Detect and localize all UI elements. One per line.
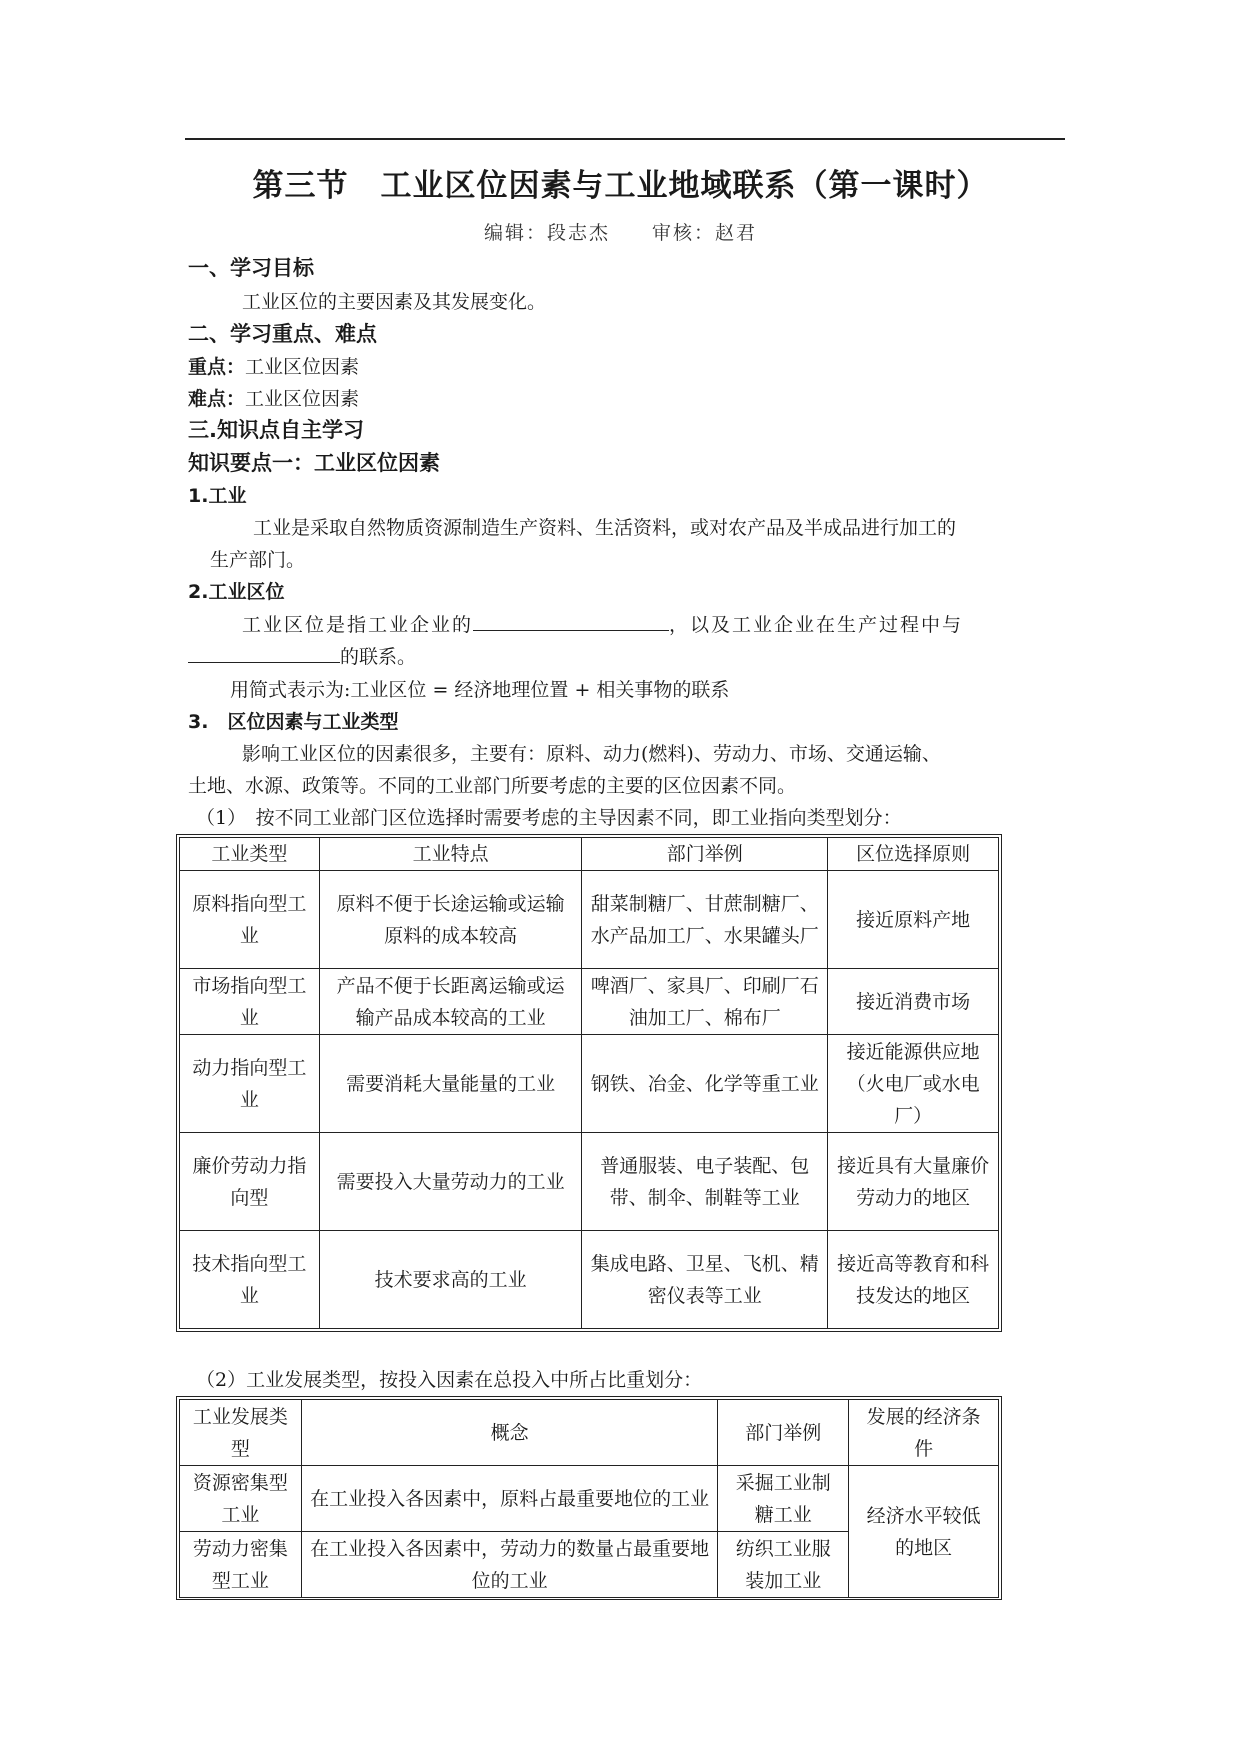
table-cell: 接近能源供应地（火电厂或水电厂）: [828, 1035, 999, 1133]
table-cell: 啤酒厂、家具厂、印刷厂石油加工厂、棉布厂: [582, 969, 828, 1035]
section2-heading: 二、学习重点、难点: [188, 322, 377, 346]
item3-text-line1: 影响工业区位的因素很多，主要有：原料、动力(燃料)、劳动力、市场、交通运输、: [242, 743, 941, 765]
table2-header-cell: 部门举例: [718, 1400, 849, 1466]
table-row: [180, 1231, 999, 1329]
table1-header-cell: 区位选择原则: [828, 838, 999, 871]
table-cell: 集成电路、卫星、飞机、精密仪表等工业: [582, 1231, 828, 1329]
fill-blank-1[interactable]: [473, 610, 669, 631]
item2-text-line2: [188, 642, 416, 669]
table1-header-cell: 工业类型: [180, 838, 320, 871]
table-cell: 普通服装、电子装配、包带、制伞、制鞋等工业: [582, 1133, 828, 1231]
shared-condition-cell: 经济水平较低的地区: [849, 1466, 999, 1598]
table-row: [180, 969, 999, 1035]
table-cell: 在工业投入各因素中，原料占最重要地位的工业: [301, 1466, 717, 1532]
key-point-text: 工业区位因素: [245, 356, 360, 378]
table2-header-cell: 工业发展类型: [180, 1400, 302, 1466]
industry-orientation-table: [179, 837, 999, 1329]
sub2-text: （2）工业发展类型，按投入因素在总投入中所占比重划分：: [196, 1369, 703, 1391]
item2-heading: 2.工业区位: [188, 581, 285, 603]
item1-text-line1: 工业是采取自然物质资源制造生产资料、生活资料，或对农产品及半成品进行加工的: [253, 517, 957, 539]
key-point-label: 重点：: [188, 356, 246, 378]
table-cell: 采掘工业制糖工业: [718, 1466, 849, 1532]
table-cell: 甜菜制糖厂、甘蔗制糖厂、水产品加工厂、水果罐头厂: [582, 871, 828, 969]
key-point-line: [188, 352, 359, 379]
table-cell: 接近消费市场: [828, 969, 999, 1035]
item2-text-part3: 的联系。: [340, 646, 417, 668]
table-cell: 纺织工业服装加工业: [718, 1532, 849, 1598]
table-row: [180, 1466, 999, 1532]
table1-header-row: [180, 838, 999, 871]
item2-text-part1: 工业区位是指工业企业的: [242, 614, 474, 636]
table-cell: 接近原料产地: [828, 871, 999, 969]
table-cell: 需要消耗大量能量的工业: [319, 1035, 582, 1133]
item1-heading: 1.工业: [188, 485, 247, 507]
table-row: [180, 1133, 999, 1231]
table-cell: 资源密集型工业: [180, 1466, 302, 1532]
editor-line: 编辑：段志杰 审核：赵君: [483, 222, 757, 244]
difficult-point-text: 工业区位因素: [245, 388, 360, 410]
item2-text-line1: [242, 610, 963, 637]
item3-sub1: （1） 按不同工业部门区位选择时需要考虑的主导因素不同，即工业指向类型划分：: [196, 807, 902, 829]
section1-text: 工业区位的主要因素及其发展变化。: [242, 291, 547, 313]
header-rule: [185, 138, 1065, 140]
table2-header-cell: 发展的经济条件: [849, 1400, 999, 1466]
table-cell: 市场指向型工业: [180, 969, 320, 1035]
knowledge-point-heading: 知识要点一：工业区位因素: [188, 451, 440, 475]
item3-heading: 3. 区位因素与工业类型: [188, 711, 399, 733]
table-cell: 技术要求高的工业: [319, 1231, 582, 1329]
table-row: [180, 871, 999, 969]
table-cell: 产品不便于长距离运输或运输产品成本较高的工业: [319, 969, 582, 1035]
table-row: [180, 1035, 999, 1133]
section3-heading: 三.知识点自主学习: [188, 418, 364, 442]
industry-development-table: [179, 1399, 999, 1598]
difficult-point-line: [188, 384, 359, 411]
table-cell: 技术指向型工业: [180, 1231, 320, 1329]
table-cell: 钢铁、冶金、化学等重工业: [582, 1035, 828, 1133]
page-title: 第三节 工业区位因素与工业地域联系（第一课时）: [252, 168, 989, 204]
item2-formula: 用简式表示为:工业区位 = 经济地理位置 + 相关事物的联系: [230, 679, 730, 701]
table2-header-cell: 概念: [301, 1400, 717, 1466]
fill-blank-2[interactable]: [188, 642, 340, 663]
table1-header-cell: 部门举例: [582, 838, 828, 871]
table-cell: 接近具有大量廉价劳动力的地区: [828, 1133, 999, 1231]
section1-heading: 一、学习目标: [188, 256, 314, 280]
item1-text-line2: 生产部门。: [210, 549, 306, 571]
table-cell: 劳动力密集型工业: [180, 1532, 302, 1598]
difficult-point-label: 难点：: [188, 388, 246, 410]
table1-header-cell: 工业特点: [319, 838, 582, 871]
table-cell: 原料不便于长途运输或运输原料的成本较高: [319, 871, 582, 969]
table-cell: 原料指向型工业: [180, 871, 320, 969]
table-cell: 需要投入大量劳动力的工业: [319, 1133, 582, 1231]
table2-header-row: [180, 1400, 999, 1466]
table-cell: 廉价劳动力指向型: [180, 1133, 320, 1231]
table-cell: 动力指向型工业: [180, 1035, 320, 1133]
table-cell: 在工业投入各因素中，劳动力的数量占最重要地位的工业: [301, 1532, 717, 1598]
table-cell: 接近高等教育和科技发达的地区: [828, 1231, 999, 1329]
item2-text-part2: ，以及工业企业在生产过程中与: [669, 614, 964, 636]
item3-text-line2: 土地、水源、政策等。不同的工业部门所要考虑的主要的区位因素不同。: [188, 775, 797, 797]
